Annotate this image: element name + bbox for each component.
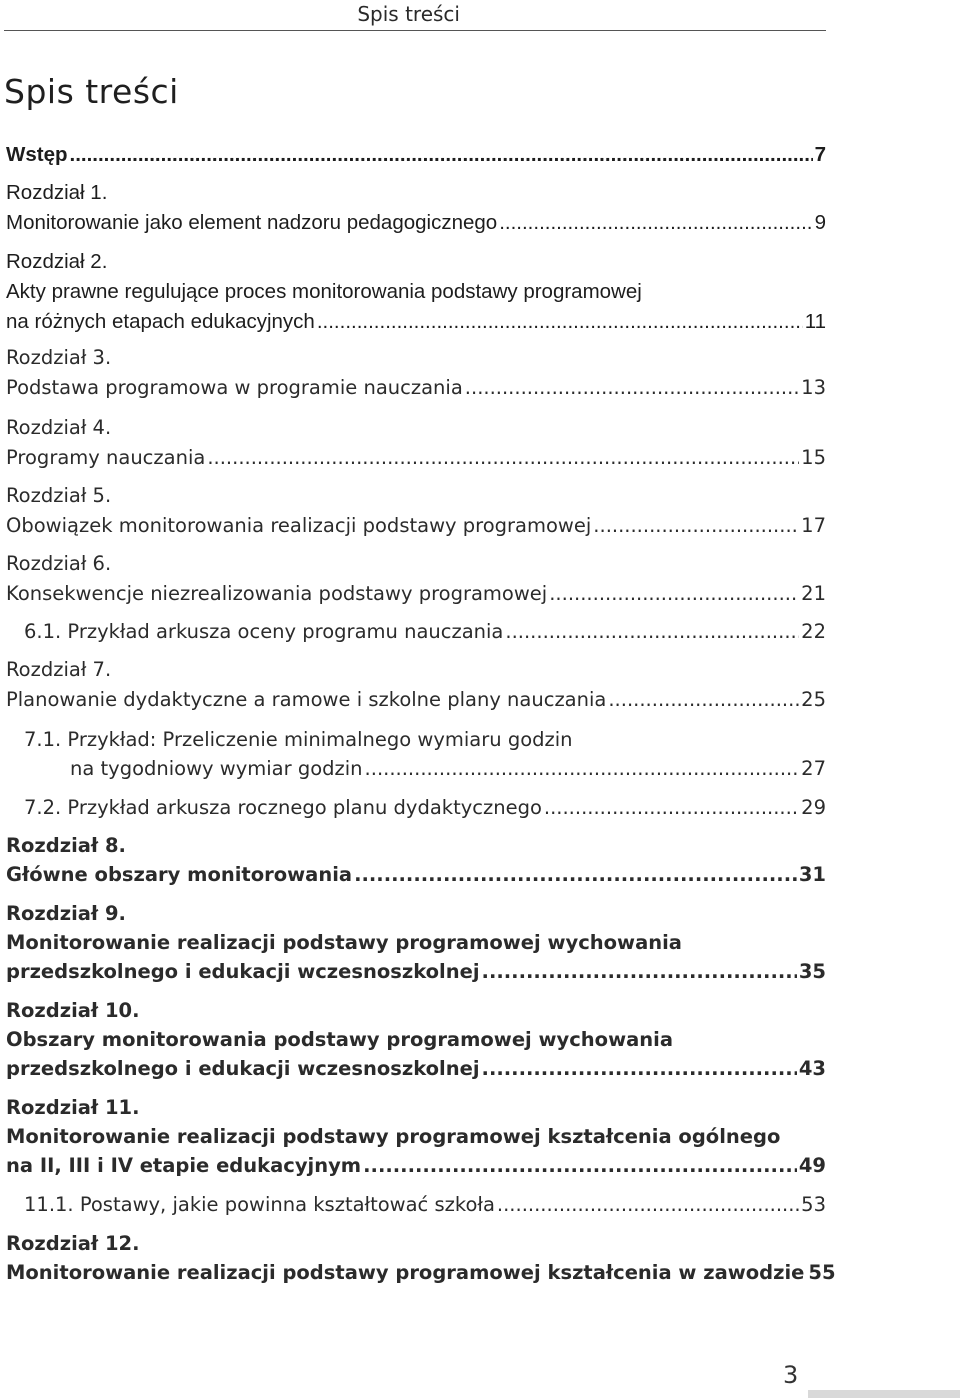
toc-entry-rozdzial-9[interactable] — [6, 957, 826, 987]
toc-entry-rozdzial-10[interactable] — [6, 1054, 826, 1084]
toc-entry-title: Konsekwencje niezrealizowania podstawy programowej — [6, 582, 548, 605]
toc-leader-dots — [497, 1190, 799, 1220]
toc-chapter-label: Rozdział 11. — [6, 1096, 140, 1119]
running-header — [0, 2, 826, 26]
toc-entry-11-1[interactable] — [24, 1190, 826, 1220]
toc-entry-rozdzial-8[interactable] — [6, 860, 826, 890]
toc-entry-title: na tygodniowy wymiar godzin — [70, 757, 363, 780]
toc-leader-dots — [482, 957, 797, 987]
toc-leader-dots — [207, 443, 799, 473]
toc-leader-dots — [608, 685, 799, 715]
toc-entry-rozdzial-2[interactable] — [6, 307, 826, 337]
toc-entry-rozdzial-4[interactable] — [6, 443, 826, 473]
toc-chapter-label: Rozdział 4. — [6, 416, 112, 439]
toc-entry-rozdzial-6[interactable] — [6, 579, 826, 609]
toc-entry-rozdzial-5[interactable] — [6, 511, 826, 541]
toc-entry-6-1[interactable] — [24, 617, 826, 647]
toc-entry-rozdzial-12[interactable] — [6, 1258, 836, 1288]
toc-leader-dots — [363, 1151, 797, 1181]
toc-entry-title: Planowanie dydaktyczne a ramowe i szkolne plany nauczania — [6, 688, 607, 711]
toc-entry-rozdzial-7[interactable] — [6, 685, 826, 715]
toc-chapter-label: Rozdział 3. — [6, 346, 112, 369]
toc-entry-rozdzial-11[interactable] — [6, 1151, 826, 1181]
toc-leader-dots — [365, 754, 800, 784]
toc-entry-title-line: Monitorowanie realizacji podstawy programowej wychowania — [6, 931, 682, 954]
toc-entry-7-2[interactable] — [24, 793, 826, 823]
toc-leader-dots — [593, 511, 799, 541]
header-rule — [4, 30, 826, 31]
toc-leader-dots — [499, 208, 812, 238]
toc-page-number: 22 — [801, 620, 826, 643]
toc-entry-title: na II, III i IV etapie edukacyjnym — [6, 1154, 362, 1177]
toc-entry-rozdzial-1[interactable] — [6, 208, 826, 238]
toc-chapter-label: Rozdział 5. — [6, 484, 112, 507]
toc-entry-title: Podstawa programowa w programie nauczania — [6, 376, 463, 399]
toc-entry-title: przedszkolnego i edukacji wczesnoszkolnej — [6, 1057, 480, 1080]
toc-leader-dots — [544, 793, 799, 823]
toc-entry-title: 7.2. Przykład arkusza rocznego planu dydaktycznego — [24, 796, 542, 819]
toc-page-number: 55 — [808, 1261, 836, 1284]
toc-page-number: 11 — [804, 310, 826, 333]
toc-chapter-label: Rozdział 7. — [6, 658, 112, 681]
toc-page-number: 31 — [798, 863, 826, 886]
toc-page-number: 9 — [814, 211, 826, 234]
toc-chapter-label: Rozdział 12. — [6, 1232, 140, 1255]
toc-page-number: 29 — [801, 796, 826, 819]
toc-leader-dots — [465, 373, 799, 403]
toc-entry-title-line: 7.1. Przykład: Przeliczenie minimalnego wymiaru godzin — [24, 728, 573, 751]
toc-entry-title: Obowiązek monitorowania realizacji podstawy programowej — [6, 514, 592, 537]
toc-entry-title-line: Akty prawne regulujące proces monitorowania podstawy programowej — [6, 280, 642, 303]
toc-entry-title: Monitorowanie jako element nadzoru pedagogicznego — [6, 211, 498, 234]
toc-page-number: 35 — [798, 960, 826, 983]
toc-chapter-label: Rozdział 10. — [6, 999, 140, 1022]
page-number: 3 — [783, 1361, 799, 1389]
toc-leader-dots — [70, 140, 813, 170]
toc-page-number: 17 — [801, 514, 826, 537]
toc-chapter-label: Rozdział 2. — [6, 250, 108, 273]
toc-entry-title: Monitorowanie realizacji podstawy programowej kształcenia w zawodzie — [6, 1261, 805, 1284]
toc-chapter-label: Rozdział 1. — [6, 181, 108, 204]
toc-page-number: 49 — [798, 1154, 826, 1177]
toc-page-number: 15 — [801, 446, 826, 469]
toc-page-number: 13 — [801, 376, 826, 399]
toc-leader-dots — [549, 579, 799, 609]
toc-leader-dots — [505, 617, 799, 647]
toc-page-number: 53 — [801, 1193, 826, 1216]
toc-entry-rozdzial-3[interactable] — [6, 373, 826, 403]
toc-entry-title-line: Monitorowanie realizacji podstawy programowej kształcenia ogólnego — [6, 1125, 781, 1148]
toc-chapter-label: Rozdział 9. — [6, 902, 126, 925]
toc-leader-dots — [482, 1054, 797, 1084]
toc-entry-title: przedszkolnego i edukacji wczesnoszkolnej — [6, 960, 480, 983]
toc-entry-title: 6.1. Przykład arkusza oceny programu nauczania — [24, 620, 504, 643]
toc-entry-title: Główne obszary monitorowania — [6, 863, 353, 886]
toc-entry-title: Wstęp — [6, 143, 68, 166]
toc-entry-title: na różnych etapach edukacyjnych — [6, 310, 315, 333]
toc-entry-title: Programy nauczania — [6, 446, 206, 469]
toc-leader-dots — [354, 860, 797, 890]
toc-entry-7-1[interactable] — [70, 754, 826, 784]
toc-chapter-label: Rozdział 8. — [6, 834, 126, 857]
running-header-title: Spis treści — [357, 2, 460, 26]
toc-page-number: 21 — [801, 582, 826, 605]
toc-page-number: 43 — [798, 1057, 826, 1080]
page-corner-decoration — [808, 1390, 960, 1398]
toc-entry-wstep[interactable] — [6, 140, 826, 170]
toc-entry-title-line: Obszary monitorowania podstawy programowej wychowania — [6, 1028, 673, 1051]
toc-page-number: 27 — [801, 757, 826, 780]
toc-page-number: 7 — [814, 143, 826, 166]
toc-leader-dots — [317, 307, 803, 337]
toc-page-number: 25 — [801, 688, 826, 711]
page-title: Spis treści — [4, 72, 179, 111]
toc-chapter-label: Rozdział 6. — [6, 552, 112, 575]
toc-entry-title: 11.1. Postawy, jakie powinna kształtować szkoła — [24, 1193, 495, 1216]
